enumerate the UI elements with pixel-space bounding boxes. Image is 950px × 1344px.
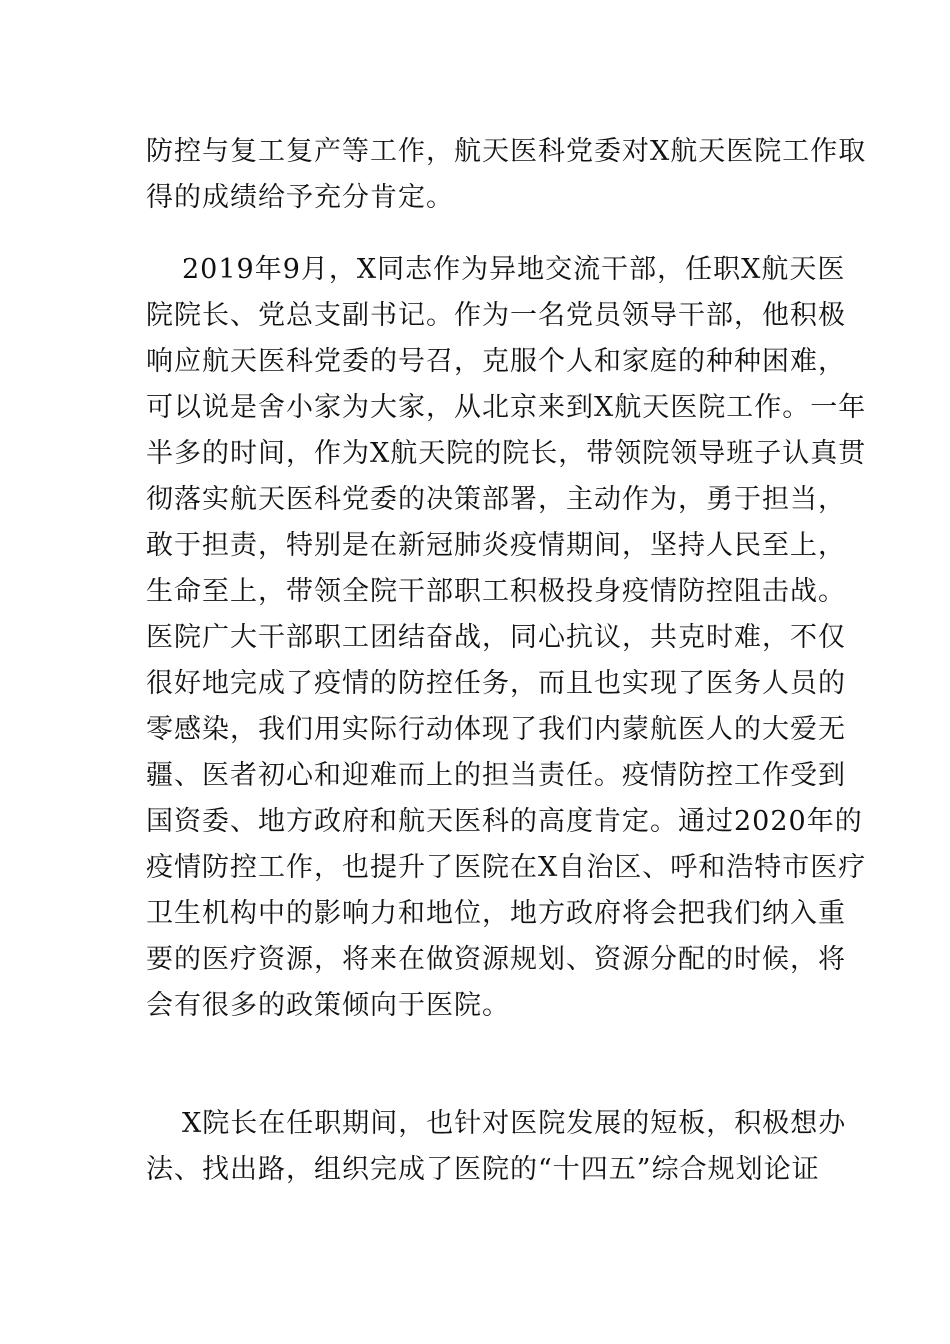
paragraph-2-line-11: 零感染，我们用实际行动体现了我们内蒙航医人的大爱无 xyxy=(146,714,846,745)
paragraph-2-line-14: 疫情防控工作，也提升了医院在X自治区、呼和浩特市医疗 xyxy=(146,852,867,883)
paragraph-2-line-6: 彻落实航天医科党委的决策部署，主动作为，勇于担当， xyxy=(146,484,846,515)
paragraph-2-line-8: 生命至上，带领全院干部职工积极投身疫情防控阻击战。 xyxy=(146,576,846,607)
paragraph-2-line-12: 疆、医者初心和迎难而上的担当责任。疫情防控工作受到 xyxy=(146,760,846,791)
paragraph-2-line-13: 国资委、地方政府和航天医科的高度肯定。通过2020年的 xyxy=(146,806,863,837)
paragraph-2-line-2: 院院长、党总支副书记。作为一名党员领导干部，他积极 xyxy=(146,300,846,331)
paragraph-2-line-15: 卫生机构中的影响力和地位，地方政府将会把我们纳入重 xyxy=(146,898,846,929)
paragraph-1-line-1: 防控与复工复产等工作，航天医科党委对X航天医院工作取 xyxy=(146,136,867,167)
paragraph-2-line-1: 2019年9月，X同志作为异地交流干部，任职X航天医 xyxy=(182,254,846,285)
paragraph-2-line-16: 要的医疗资源，将来在做资源规划、资源分配的时候，将 xyxy=(146,944,846,975)
paragraph-3-line-1: X院长在任职期间，也针对医院发展的短板，积极想办 xyxy=(182,1108,847,1139)
paragraph-2-line-3: 响应航天医科党委的号召，克服个人和家庭的种种困难， xyxy=(146,346,846,377)
paragraph-1-line-2: 得的成绩给予充分肯定。 xyxy=(146,182,454,213)
paragraph-2-line-9: 医院广大干部职工团结奋战，同心抗议，共克时难，不仅 xyxy=(146,622,846,653)
paragraph-2-line-5: 半多的时间，作为X航天院的院长，带领院领导班子认真贯 xyxy=(146,438,867,469)
paragraph-2-line-4: 可以说是舍小家为大家，从北京来到X航天医院工作。一年 xyxy=(146,392,867,423)
paragraph-2-line-10: 很好地完成了疫情的防控任务，而且也实现了医务人员的 xyxy=(146,668,846,699)
paragraph-2-line-7: 敢于担责，特别是在新冠肺炎疫情期间，坚持人民至上， xyxy=(146,530,846,561)
paragraph-2-line-17: 会有很多的政策倾向于医院。 xyxy=(146,990,510,1021)
paragraph-3-line-2: 法、找出路，组织完成了医院的“十四五”综合规划论证 xyxy=(146,1154,820,1185)
